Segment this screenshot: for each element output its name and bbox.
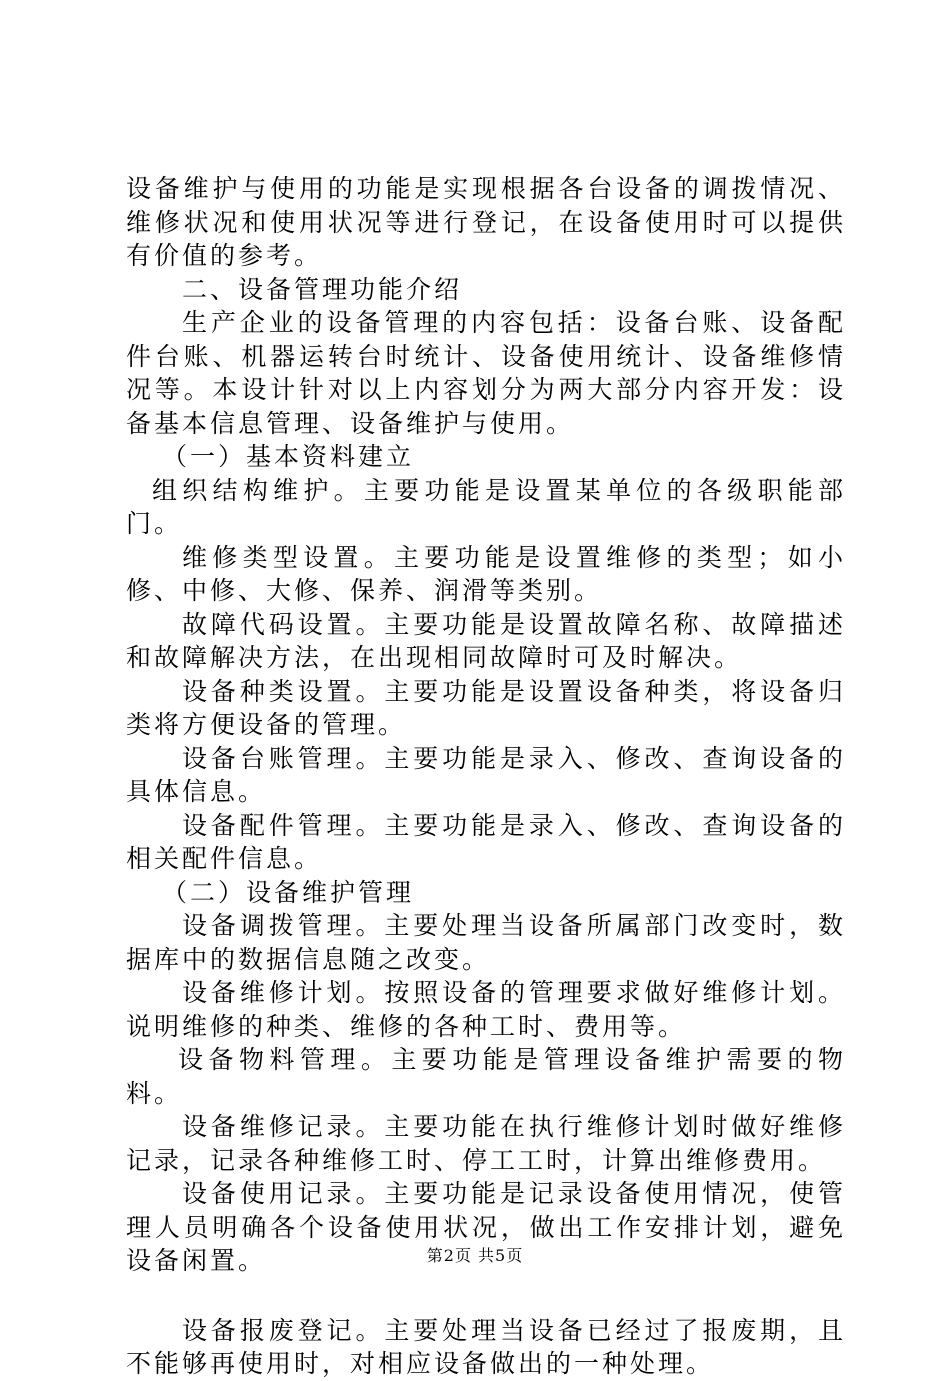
page-footer: 第2页 共5页: [426, 1246, 524, 1265]
section-heading-2: 二、设备管理功能介绍: [182, 274, 463, 304]
paragraph-repair-type: 维修类型设置。主要功能是设置维修的类型；如小修、中修、大修、保养、润滑等类别。: [126, 542, 846, 605]
paragraph-spacer: [126, 1278, 846, 1314]
paragraph-fault-code: 故障代码设置。主要功能是设置故障名称、故障描述和故障解决方法，在出现相同故障时可及时解决。: [126, 609, 846, 672]
paragraph-repair-plan: 设备维修计划。按照设备的管理要求做好维修计划。说明维修的种类、维修的各种工时、费用等。: [126, 978, 846, 1041]
document-body: [126, 172, 846, 1381]
subsection-heading-1: （一）基本资料建立: [162, 442, 415, 471]
paragraph-usage-record: 设备使用记录。主要功能是记录设备使用情况，使管理人员明确各个设备使用状况，做出工作安排计划，避免设备闲置。: [126, 1179, 846, 1275]
paragraph-intro: 设备维护与使用的功能是实现根据各台设备的调拨情况、维修状况和使用状况等进行登记，在设备使用时可以提供有价值的参考。: [126, 174, 846, 270]
subsection-heading-2: （二）设备维护管理: [162, 877, 415, 907]
paragraph-device-parts: 设备配件管理。主要功能是录入、修改、查询设备的相关配件信息。: [126, 810, 846, 873]
paragraph-materials: 设备物料管理。主要功能是管理设备维护需要的物料。: [126, 1045, 846, 1108]
paragraph-device-transfer: 设备调拨管理。主要处理当设备所属部门改变时，数据库中的数据信息随之改变。: [126, 911, 846, 974]
paragraph-content: 生产企业的设备管理的内容包括：设备台账、设备配件台账、机器运转台时统计、设备使用统计、设备维修情况等。本设计针对以上内容划分为两大部分内容开发：设备基本信息管理、设备维护与使用。: [126, 308, 846, 438]
paragraph-org-structure: 组织结构维护。主要功能是设置某单位的各级职能部门。: [126, 475, 846, 538]
paragraph-scrap-registration: 设备报废登记。主要处理当设备已经过了报废期，且不能够再使用时，对相应设备做出的一种处理。: [126, 1315, 846, 1378]
paragraph-device-category: 设备种类设置。主要功能是设置设备种类，将设备归类将方便设备的管理。: [126, 676, 846, 739]
paragraph-device-ledger: 设备台账管理。主要功能是录入、修改、查询设备的具体信息。: [126, 743, 846, 806]
paragraph-repair-record: 设备维修记录。主要功能在执行维修计划时做好维修记录，记录各种维修工时、停工工时，计算出维修费用。: [126, 1112, 846, 1175]
